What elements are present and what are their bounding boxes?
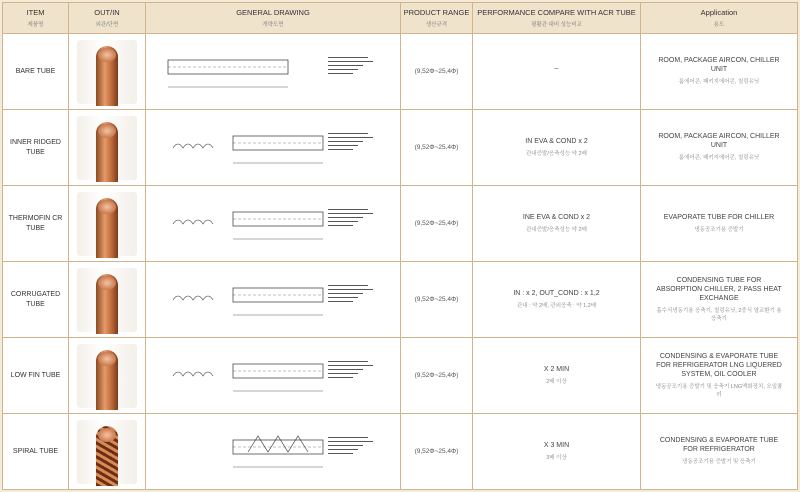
table-row bbox=[3, 110, 798, 186]
application bbox=[641, 110, 798, 186]
application-text-ko: 냉동공조기용 증발기 및 응축기 bbox=[682, 459, 756, 466]
application-text-ko: 흡수식냉동기용 응축기, 칠링유닛, 2중식 열교환기 용 응축기 bbox=[656, 307, 782, 322]
header-row bbox=[3, 3, 798, 34]
application-text: ROOM, PACKAGE AIRCON, CHILLER UNIT bbox=[658, 57, 780, 74]
table-row bbox=[3, 34, 798, 110]
product-table bbox=[2, 2, 798, 490]
application bbox=[641, 338, 798, 414]
performance bbox=[473, 186, 641, 262]
performance-text-ko: 관내증발/응축성능 약 2배 bbox=[526, 150, 587, 157]
item-name: LOW FIN TUBE bbox=[3, 338, 69, 414]
drawing-schematic bbox=[153, 42, 393, 102]
tube-photo bbox=[69, 34, 146, 110]
application-text: EVAPORATE TUBE FOR CHILLER bbox=[663, 213, 775, 221]
table-row bbox=[3, 262, 798, 338]
col-app: Application 용도 bbox=[641, 3, 798, 34]
item-name: SPIRAL TUBE bbox=[3, 414, 69, 490]
general-drawing bbox=[146, 262, 401, 338]
application bbox=[641, 262, 798, 338]
drawing-schematic bbox=[153, 194, 393, 254]
tube-photo bbox=[69, 414, 146, 490]
product-range: (9,52Φ~25,4Φ) bbox=[401, 262, 473, 338]
performance-text: INE EVA & COND x 2 bbox=[522, 213, 591, 221]
general-drawing bbox=[146, 34, 401, 110]
general-drawing bbox=[146, 338, 401, 414]
tube-image bbox=[77, 420, 137, 484]
application-text: CONDENSING & EVAPORATE TUBE FOR REFRIGERATOR bbox=[659, 437, 779, 454]
performance-text-ko: 관내증발/응축성능 약 2배 bbox=[526, 226, 587, 233]
tube-photo bbox=[69, 262, 146, 338]
performance-text: X 2 MIN bbox=[543, 365, 570, 373]
tube-photo bbox=[69, 186, 146, 262]
application-text-ko: 룸에어콘, 패키지에어콘, 칠링유닛 bbox=[678, 79, 760, 86]
product-range: (9,52Φ~25,4Φ) bbox=[401, 110, 473, 186]
application-text-ko: 냉동공조기용 증발기 bbox=[694, 226, 744, 233]
performance-text: – bbox=[554, 65, 559, 73]
col-perf: PERFORMANCE COMPARE WITH ACR TUBE 평활관 대비 성능비교 bbox=[473, 3, 641, 34]
product-range: (9,52Φ~25,4Φ) bbox=[401, 414, 473, 490]
item-name: CORRUGATED TUBE bbox=[3, 262, 69, 338]
performance bbox=[473, 262, 641, 338]
general-drawing bbox=[146, 110, 401, 186]
tube-image bbox=[77, 40, 137, 104]
col-range: PRODUCT RANGE 생산규격 bbox=[401, 3, 473, 34]
product-range: (9,52Φ~25,4Φ) bbox=[401, 338, 473, 414]
tube-image bbox=[77, 192, 137, 256]
tube-photo bbox=[69, 338, 146, 414]
product-range: (9,52Φ~25,4Φ) bbox=[401, 186, 473, 262]
drawing-schematic bbox=[153, 118, 393, 178]
application-text: CONDENSING & EVAPORATE TUBE FOR REFRIGERATOR LNG LIQUERED SYSTEM, OIL COOLER bbox=[656, 352, 782, 378]
col-item: ITEM 제품명 bbox=[3, 3, 69, 34]
item-name: THERMOFIN CR TUBE bbox=[3, 186, 69, 262]
product-range: (9,52Φ~25,4Φ) bbox=[401, 34, 473, 110]
tube-image bbox=[77, 344, 137, 408]
performance bbox=[473, 338, 641, 414]
application bbox=[641, 414, 798, 490]
application-text-ko: 룸에어콘, 패키지에어콘, 칠링유닛 bbox=[678, 155, 760, 162]
tube-photo bbox=[69, 110, 146, 186]
tube-image bbox=[77, 116, 137, 180]
application-text: ROOM, PACKAGE AIRCON, CHILLER UNIT bbox=[658, 133, 780, 150]
item-name: BARE TUBE bbox=[3, 34, 69, 110]
application-text: CONDENSING TUBE FOR ABSORPTION CHILLER, 2 PASS HEAT EXCHANGE bbox=[656, 276, 782, 302]
general-drawing bbox=[146, 414, 401, 490]
performance-text-ko: 관내 : 약 2배, 관외응축 : 약 1,2배 bbox=[516, 302, 597, 309]
tube-image bbox=[77, 268, 137, 332]
performance bbox=[473, 414, 641, 490]
item-name: INNER RIDGED TUBE bbox=[3, 110, 69, 186]
table-row bbox=[3, 414, 798, 490]
performance-text-ko: 3배 이상 bbox=[546, 454, 567, 461]
application-text-ko: 냉동공조기용 증발기 및 응축기 LNG액화장치, 오일쿨러 bbox=[655, 383, 783, 398]
application bbox=[641, 34, 798, 110]
col-outin: OUT/IN 외관/단면 bbox=[69, 3, 146, 34]
performance bbox=[473, 110, 641, 186]
table-row bbox=[3, 186, 798, 262]
performance-text: X 3 MIN bbox=[543, 441, 570, 449]
drawing-schematic bbox=[153, 270, 393, 330]
performance-text: IN EVA & COND x 2 bbox=[525, 137, 588, 145]
performance bbox=[473, 34, 641, 110]
table-row bbox=[3, 338, 798, 414]
drawing-schematic bbox=[153, 422, 393, 482]
col-drawing: GENERAL DRAWING 개략도면 bbox=[146, 3, 401, 34]
drawing-schematic bbox=[153, 346, 393, 406]
application bbox=[641, 186, 798, 262]
performance-text: IN : x 2, OUT_COND : x 1,2 bbox=[513, 289, 600, 297]
performance-text-ko: 2배 이상 bbox=[546, 378, 567, 385]
general-drawing bbox=[146, 186, 401, 262]
